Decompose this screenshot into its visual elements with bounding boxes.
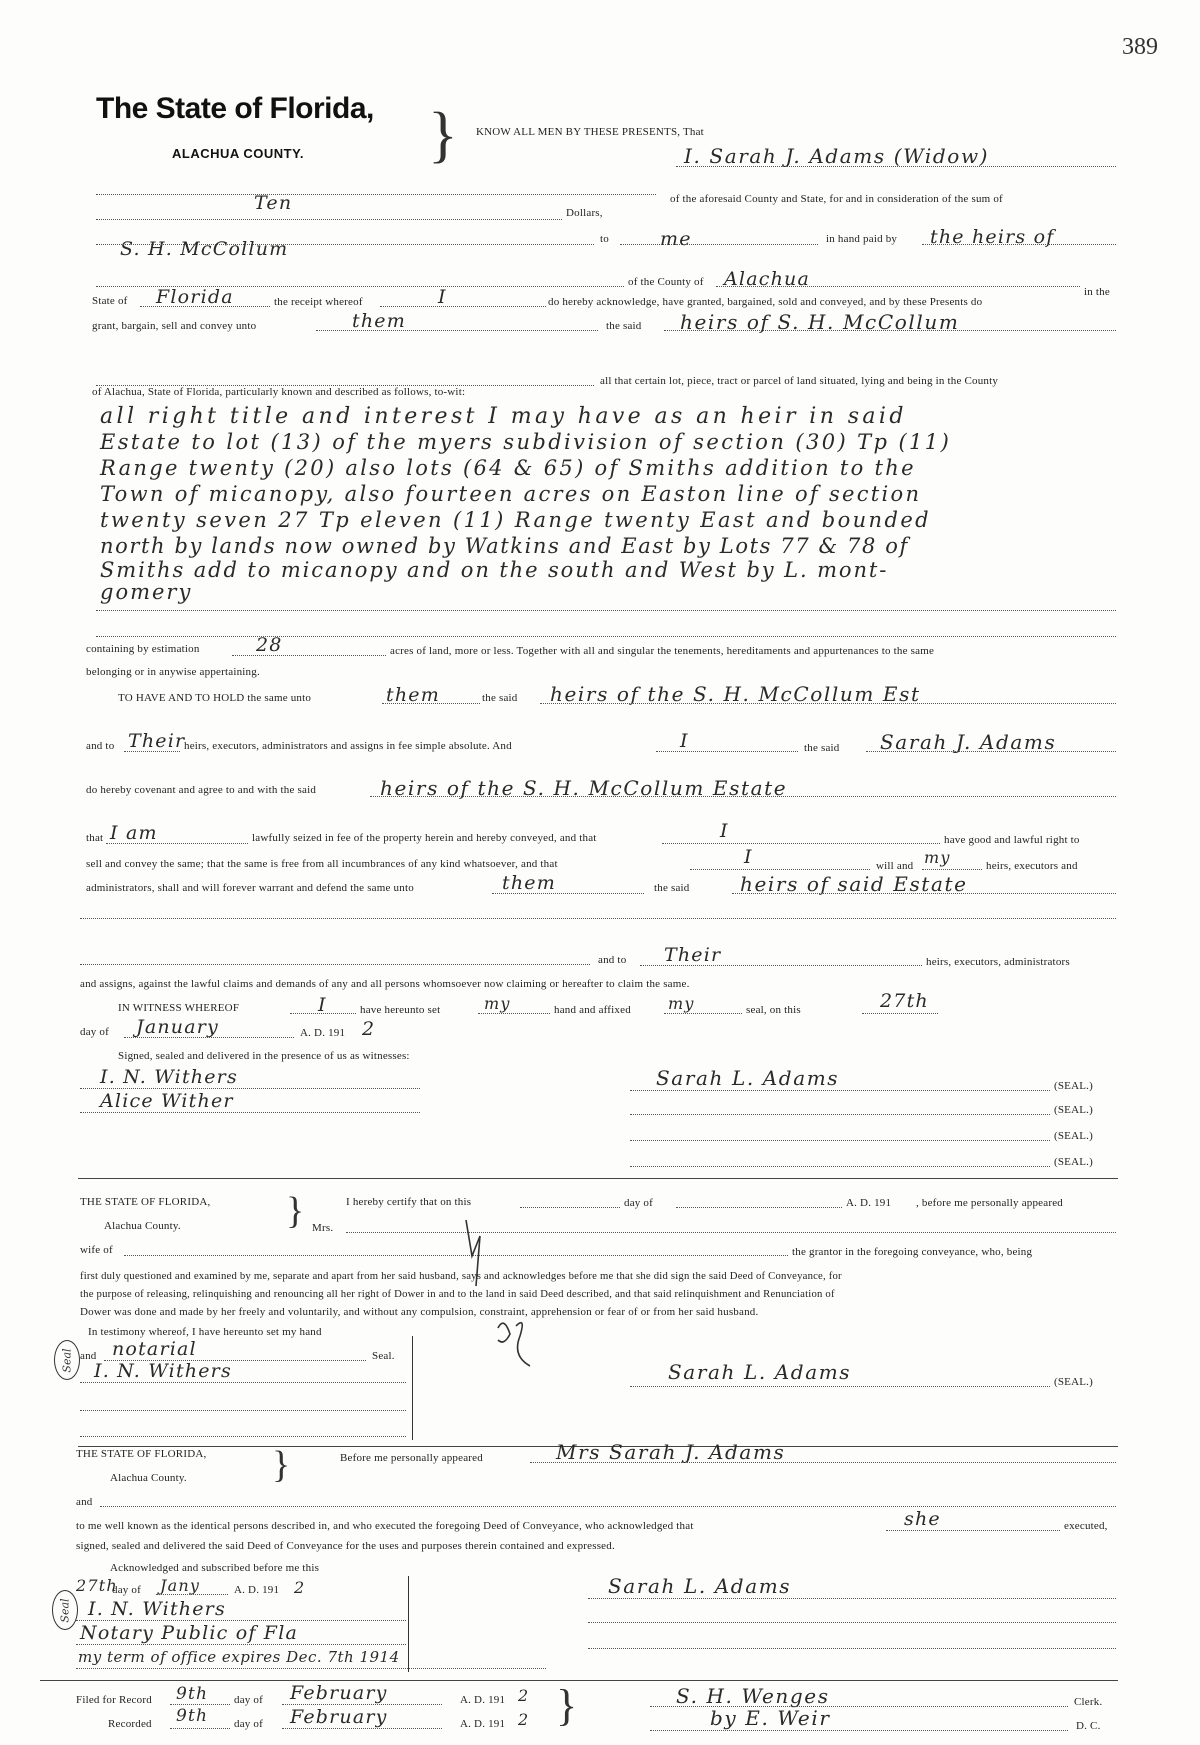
acres-line bbox=[232, 655, 386, 656]
will-line bbox=[922, 869, 982, 870]
ack2-stamp-text: Seal bbox=[58, 1597, 72, 1623]
ack2-signature-line bbox=[588, 1598, 1116, 1599]
county-heading: ALACHUA COUNTY. bbox=[172, 146, 304, 161]
habendum-grantor-handwritten: Sarah J. Adams bbox=[880, 730, 1057, 754]
ack2-notary-title-handwritten: Notary Public of Fla bbox=[80, 1622, 298, 1644]
dollars-text: Dollars, bbox=[566, 207, 603, 219]
ack1-paragraph-1: first duly questioned and examined by me, separate and apart from her said husband, says and acknowledges before me that she did sign the said Deed of Conveyance, for bbox=[80, 1270, 842, 1282]
signature-line-2 bbox=[630, 1114, 1050, 1115]
ack1-seal-stamp bbox=[54, 1340, 80, 1380]
clerk-handwritten: S. H. Wenges bbox=[676, 1684, 830, 1708]
covenant-text: do hereby covenant and agree to and with the said bbox=[86, 784, 317, 796]
clerk-text: Clerk. bbox=[1074, 1696, 1103, 1708]
hand-affixed-text: hand and affixed bbox=[554, 1004, 631, 1016]
affixed-line bbox=[664, 1013, 742, 1014]
receipt-line bbox=[380, 306, 546, 307]
affixed-handwritten: my bbox=[668, 994, 695, 1013]
to-text: to bbox=[600, 233, 609, 245]
witness2-handwritten: Alice Wither bbox=[100, 1090, 234, 1112]
blank-line-6 bbox=[80, 918, 1116, 919]
said3-handwritten: heirs of said Estate bbox=[740, 872, 968, 896]
paid-by-line-2 bbox=[922, 244, 1116, 245]
ack1-stamp-text: Seal bbox=[60, 1347, 74, 1373]
ack2-month-line bbox=[156, 1594, 228, 1595]
county-line bbox=[716, 286, 1080, 287]
sell-handwritten: I bbox=[744, 846, 753, 868]
to-handwritten: me bbox=[660, 228, 692, 250]
sell-line bbox=[690, 869, 870, 870]
witness-day-of-text: day of bbox=[80, 1026, 109, 1038]
that-handwritten: I am bbox=[110, 822, 158, 844]
and-line bbox=[656, 751, 798, 752]
signature-line-1 bbox=[630, 1090, 1050, 1091]
set-handwritten: my bbox=[484, 994, 511, 1013]
in-hand-text: in hand paid by bbox=[826, 233, 898, 245]
admin-handwritten: them bbox=[502, 872, 556, 894]
ack2-expires-line bbox=[76, 1668, 546, 1669]
containing-rest-text: acres of land, more or less. Together with all and singular the tenements, hereditaments and appurtenances to the same bbox=[390, 645, 935, 657]
ack1-month-line bbox=[676, 1207, 842, 1208]
whereof-handwritten: I bbox=[318, 994, 327, 1016]
heirs-exec-text: heirs, executors, administrators and assigns in fee simple absolute. And bbox=[184, 740, 512, 752]
receipt-text: the receipt whereof bbox=[274, 296, 363, 308]
aforesaid-text: of the aforesaid County and State, for and in consideration of the sum of bbox=[670, 193, 1003, 205]
ack2-she-underline bbox=[886, 1530, 1060, 1531]
ack2-brace: } bbox=[272, 1444, 291, 1486]
know-all-men-text: KNOW ALL MEN BY THESE PRESENTS, That bbox=[476, 126, 704, 138]
recorded-year-handwritten: 2 bbox=[518, 1710, 530, 1729]
amount-handwritten: Ten bbox=[254, 192, 293, 214]
state-line bbox=[140, 306, 270, 307]
blank-line-4 bbox=[96, 610, 1116, 611]
description-line: all right title and interest I may have as an heir in said bbox=[100, 404, 907, 429]
paid-by-handwritten: the heirs of bbox=[930, 226, 1055, 248]
filed-month-handwritten: February bbox=[290, 1682, 388, 1704]
witness-ad-text: A. D. 191 bbox=[300, 1027, 346, 1039]
and-handwritten: I bbox=[680, 730, 689, 752]
acknowledge-text: do hereby acknowledge, have granted, bargained, sold and conveyed, and by these Presents do bbox=[548, 296, 983, 308]
seal-label: (SEAL.) bbox=[1054, 1080, 1093, 1092]
recorded-month-line bbox=[282, 1728, 442, 1729]
ack1-and-text: and bbox=[80, 1350, 97, 1362]
ack1-seal-label: Seal. bbox=[372, 1350, 395, 1362]
seized-handwritten: I bbox=[720, 820, 729, 842]
covenant-handwritten: heirs of the S. H. McCollum Estate bbox=[380, 776, 788, 800]
witness-month-line bbox=[124, 1037, 294, 1038]
ack1-brace: } bbox=[286, 1190, 305, 1232]
whereof-line bbox=[290, 1013, 356, 1014]
description-line: Estate to lot (13) of the myers subdivision of section (30) Tp (11) bbox=[100, 430, 952, 454]
grantor-signature-handwritten: Sarah L. Adams bbox=[656, 1066, 840, 1090]
ack2-bracket-line bbox=[408, 1576, 409, 1672]
paid-by-line bbox=[96, 244, 594, 245]
ack2-acknowledged-text: Acknowledged and subscribed before me this bbox=[110, 1562, 320, 1574]
grantee-line bbox=[664, 330, 1116, 331]
have-hereunto-text: have hereunto set bbox=[360, 1004, 441, 1016]
witness-month-handwritten: January bbox=[136, 1016, 219, 1038]
ack2-ad-text: A. D. 191 bbox=[234, 1584, 280, 1596]
dc-line bbox=[650, 1730, 1068, 1731]
recorded-day-line bbox=[170, 1728, 230, 1729]
filed-day-handwritten: 9th bbox=[176, 1684, 209, 1704]
ack1-signature-handwritten: Sarah L. Adams bbox=[668, 1360, 852, 1384]
ack2-day-of-text: day of bbox=[112, 1584, 141, 1596]
witness1-line bbox=[80, 1088, 420, 1089]
sell-convey-text: sell and convey the same; that the same is free from all incumbrances of any kind whatsoever, and that bbox=[86, 858, 558, 870]
filed-day-of-text: day of bbox=[234, 1694, 263, 1706]
their-line bbox=[124, 751, 180, 752]
section-divider-3 bbox=[40, 1680, 1118, 1681]
witness-day-handwritten: 27th bbox=[880, 990, 929, 1012]
ack2-state-text: THE STATE OF FLORIDA, bbox=[76, 1448, 207, 1460]
ack1-signature-line bbox=[630, 1386, 1050, 1387]
witness-day-line bbox=[862, 1013, 938, 1014]
ack2-appeared-handwritten: Mrs Sarah J. Adams bbox=[556, 1440, 786, 1464]
signature-line-3 bbox=[630, 1140, 1050, 1141]
ack2-she-handwritten: she bbox=[904, 1508, 941, 1530]
blank-line-7 bbox=[80, 964, 590, 965]
unto-line bbox=[316, 330, 598, 331]
ack1-county-text: Alachua County. bbox=[104, 1220, 181, 1232]
header-brace: } bbox=[428, 101, 458, 169]
grantor-line bbox=[676, 166, 1116, 167]
of-alachua-text: of Alachua, State of Florida, particularly known and described as follows, to-wit: bbox=[92, 386, 466, 398]
ack2-seal-stamp bbox=[52, 1590, 78, 1630]
witness-whereof-text: IN WITNESS WHEREOF bbox=[118, 1002, 240, 1014]
administrators-text: administrators, shall and will forever warrant and defend the same unto bbox=[86, 882, 414, 894]
habendum-grantee-line bbox=[540, 703, 1116, 704]
description-line: gomery bbox=[100, 580, 193, 604]
to-have-text: TO HAVE AND TO HOLD the same unto bbox=[118, 692, 312, 704]
filed-ad-text: A. D. 191 bbox=[460, 1694, 506, 1706]
will-and-text: will and bbox=[876, 860, 914, 872]
ack1-testimony-text: In testimony whereof, I have hereunto set my hand bbox=[88, 1326, 322, 1338]
recorded-day-handwritten: 9th bbox=[176, 1706, 209, 1726]
covenant-line bbox=[370, 796, 1116, 797]
recorded-ad-text: A. D. 191 bbox=[460, 1718, 506, 1730]
recorded-text: Recorded bbox=[108, 1718, 152, 1730]
county-handwritten: Alachua bbox=[724, 268, 810, 290]
signature-line-4 bbox=[630, 1166, 1050, 1167]
seal-label: (SEAL.) bbox=[1054, 1130, 1093, 1142]
habendum-unto-handwritten: them bbox=[386, 684, 440, 706]
habendum-said-text: the said bbox=[482, 692, 518, 704]
description-line: Town of micanopy, also fourteen acres on Easton line of section bbox=[100, 482, 922, 506]
the-said-text: the said bbox=[606, 320, 642, 332]
will-handwritten: my bbox=[924, 848, 951, 867]
witness-year-handwritten: 2 bbox=[362, 1018, 376, 1040]
ack2-blank-line-2 bbox=[588, 1648, 1116, 1649]
seal-label: (SEAL.) bbox=[1054, 1156, 1093, 1168]
ack1-blank-line-2 bbox=[80, 1436, 406, 1437]
recorded-day-of-text: day of bbox=[234, 1718, 263, 1730]
amount-underline bbox=[96, 219, 562, 220]
witness2-line bbox=[80, 1112, 420, 1113]
description-line: Smiths add to micanopy and on the south and West by L. mont- bbox=[100, 558, 889, 582]
blank-line bbox=[96, 194, 656, 195]
habendum-grantor-line bbox=[866, 751, 1116, 752]
ack1-wife-of-text: wife of bbox=[80, 1244, 113, 1256]
section-divider bbox=[78, 1178, 1118, 1179]
ack1-day-underline bbox=[520, 1207, 620, 1208]
admin-line bbox=[492, 893, 644, 894]
their2-line bbox=[640, 965, 922, 966]
grant-unto-text: grant, bargain, sell and convey unto bbox=[92, 320, 257, 332]
filed-month-line bbox=[282, 1704, 442, 1705]
ack2-blank-line bbox=[588, 1622, 1116, 1623]
ack1-notary-handwritten: I. N. Withers bbox=[94, 1360, 232, 1382]
ack2-and-line bbox=[100, 1506, 1116, 1507]
grantor-handwritten: I. Sarah J. Adams (Widow) bbox=[684, 144, 990, 168]
ack2-title-line bbox=[76, 1644, 406, 1645]
set-line bbox=[478, 1013, 550, 1014]
acres-handwritten: 28 bbox=[256, 634, 283, 656]
blank-line-5 bbox=[96, 636, 1116, 637]
to-line bbox=[620, 244, 818, 245]
ack1-state-text: THE STATE OF FLORIDA, bbox=[80, 1196, 211, 1208]
and-to2-text: and to bbox=[598, 954, 627, 966]
ack2-and-text: and bbox=[76, 1496, 93, 1508]
seal-on-text: seal, on this bbox=[746, 1004, 801, 1016]
seal-label: (SEAL.) bbox=[1054, 1104, 1093, 1116]
filed-year-handwritten: 2 bbox=[518, 1686, 530, 1705]
ack2-year-handwritten: 2 bbox=[294, 1578, 306, 1597]
said3-line bbox=[732, 893, 1116, 894]
ack2-paragraph-2: signed, sealed and delivered the said Deed of Conveyance for the uses and purposes therein contained and expressed. bbox=[76, 1540, 615, 1552]
state-of-text: State of bbox=[92, 295, 128, 307]
filing-brace: } bbox=[556, 1681, 578, 1730]
scribble-mark-icon bbox=[446, 1216, 556, 1376]
habendum-unto-line bbox=[382, 703, 480, 704]
dc-text: D. C. bbox=[1076, 1720, 1101, 1732]
belonging-text: belonging or in anywise appertaining. bbox=[86, 666, 260, 678]
ack1-blank-line bbox=[80, 1410, 406, 1411]
that-text: that bbox=[86, 832, 104, 844]
description-line: north by lands now owned by Watkins and East by Lots 77 & 78 of bbox=[100, 534, 909, 558]
ack1-ad-text: A. D. 191 bbox=[846, 1197, 892, 1209]
filed-day-line bbox=[170, 1704, 230, 1705]
page-number: 389 bbox=[1122, 34, 1158, 60]
ack1-certify-text: I hereby certify that on this bbox=[346, 1196, 472, 1208]
paid-by-name-handwritten: S. H. McCollum bbox=[120, 238, 289, 260]
ack1-notarial-handwritten: notarial bbox=[112, 1338, 197, 1360]
ack1-seal-text: (SEAL.) bbox=[1054, 1376, 1093, 1388]
seized-line bbox=[662, 843, 940, 844]
ack1-notary-line bbox=[80, 1382, 406, 1383]
habendum-grantee-handwritten: heirs of the S. H. McCollum Est bbox=[550, 682, 921, 706]
of-county-text: of the County of bbox=[628, 276, 704, 288]
assigns-text: and assigns, against the lawful claims and demands of any and all persons whomsoever now claiming or hereafter to claim the same. bbox=[80, 978, 690, 990]
ack1-bracket-line bbox=[412, 1336, 413, 1440]
ack2-notary-handwritten: I. N. Withers bbox=[88, 1598, 226, 1620]
ack2-county-text: Alachua County. bbox=[110, 1472, 187, 1484]
good-right-text: have good and lawful right to bbox=[944, 834, 1080, 846]
ack2-signature-handwritten: Sarah L. Adams bbox=[608, 1574, 792, 1598]
receipt-handwritten: I bbox=[438, 286, 447, 308]
filed-text: Filed for Record bbox=[76, 1694, 152, 1706]
state-handwritten: Florida bbox=[156, 286, 234, 308]
all-that-text: all that certain lot, piece, tract or parcel of land situated, lying and being in the County bbox=[600, 375, 999, 387]
grantee-handwritten: heirs of S. H. McCollum bbox=[680, 310, 960, 334]
ack2-expires-handwritten: my term of office expires Dec. 7th 1914 bbox=[78, 1648, 400, 1666]
description-line: Range twenty (20) also lots (64 & 65) of Smiths addition to the bbox=[100, 456, 916, 480]
said2-text: the said bbox=[804, 742, 840, 754]
ack2-month-handwritten: Jany bbox=[160, 1576, 201, 1595]
ack1-before-me-text: , before me personally appeared bbox=[916, 1197, 1063, 1209]
in-the-text: in the bbox=[1084, 286, 1110, 298]
seized-text: lawfully seized in fee of the property herein and hereby conveyed, and that bbox=[252, 832, 597, 844]
that-line bbox=[106, 843, 248, 844]
ack2-executed-text: executed, bbox=[1064, 1520, 1108, 1532]
and-to-text: and to bbox=[86, 740, 115, 752]
their-handwritten: Their bbox=[128, 730, 186, 752]
ack1-mrs-text: Mrs. bbox=[312, 1222, 334, 1234]
ack2-before-me-text: Before me personally appeared bbox=[340, 1452, 483, 1464]
ack2-notary-line bbox=[76, 1620, 406, 1621]
document-title: The State of Florida, bbox=[96, 92, 374, 125]
ack1-paragraph-3: Dower was done and made by her freely and voluntarily, and without any compulsion, constraint, apprehension or fear of or from her said husband. bbox=[80, 1306, 759, 1318]
ack1-day-of-text: day of bbox=[624, 1197, 653, 1209]
heirs-exec2-text: heirs, executors and bbox=[986, 860, 1078, 872]
ack1-grantor-in-text: the grantor in the foregoing conveyance, who, being bbox=[792, 1246, 1033, 1258]
description-line: twenty seven 27 Tp eleven (11) Range twenty East and bounded bbox=[100, 508, 931, 532]
ack1-paragraph-2: the purpose of releasing, relinquishing and renouncing all her right of Dower in and to the land in said Deed described, and that said relinquishment and Renunciation of bbox=[80, 1288, 835, 1300]
heirs-exec3-text: heirs, executors, administrators bbox=[926, 956, 1070, 968]
dc-handwritten: by E. Weir bbox=[710, 1706, 831, 1730]
containing-text: containing by estimation bbox=[86, 643, 200, 655]
ack2-paragraph-1: to me well known as the identical persons described in, and who executed the foregoing Deed of Conveyance, who acknowledged that bbox=[76, 1520, 694, 1532]
recorded-month-handwritten: February bbox=[290, 1706, 388, 1728]
ack2-day-handwritten: 27th bbox=[76, 1576, 118, 1595]
their2-handwritten: Their bbox=[664, 944, 722, 966]
ack2-appeared-line bbox=[530, 1462, 1116, 1463]
unto-handwritten: them bbox=[352, 310, 406, 332]
said3-text: the said bbox=[654, 882, 690, 894]
witness1-handwritten: I. N. Withers bbox=[100, 1066, 238, 1088]
signed-text: Signed, sealed and delivered in the presence of us as witnesses: bbox=[118, 1050, 410, 1062]
